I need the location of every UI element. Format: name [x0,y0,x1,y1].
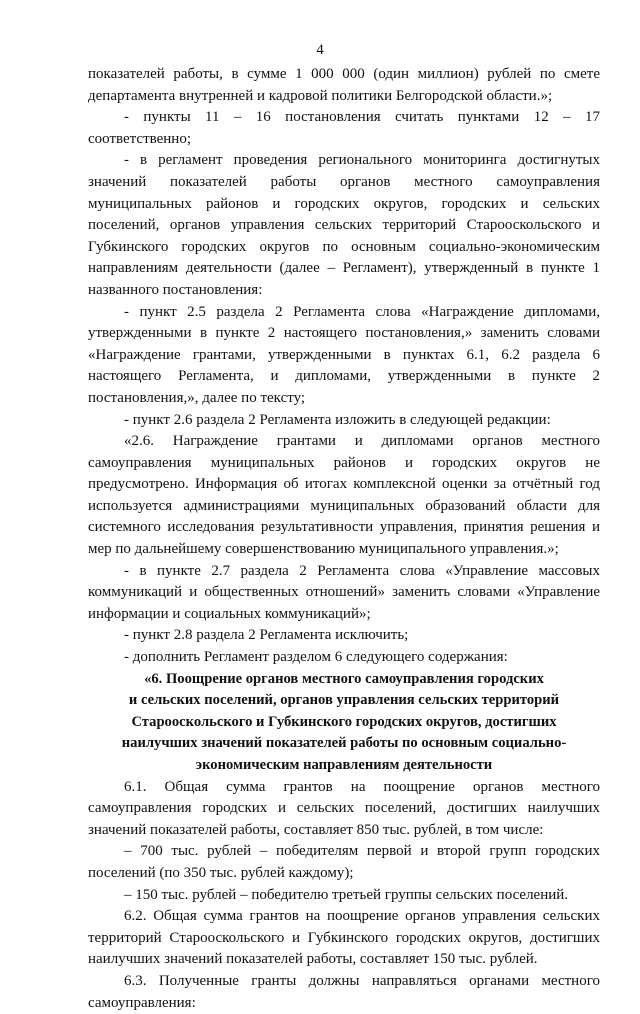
section-paragraph: 6.1. Общая сумма грантов на поощрение органов местного самоуправления городских и сельских поселений, достигших наилучших значений показателей работы, составляет 850 тыс. рублей, в том числе: [88,778,600,838]
section-heading-line: наилучших значений показателей работы по основным социально- [121,735,567,752]
paragraph: «2.6. Награждение грантами и дипломами органов местного самоуправления муниципальных районов и городских округов не предусмотрено. Информация об итогах комплексной оценки за отчётный год используется администрациями муниципальных образований области для системного исследования результативности управления, принятия решения и мер по дальнейшему совершенствованию муниципального управления.»; [88,433,600,558]
section-paragraph: 6.3. Полученные гранты должны направляться органами местного самоуправления: [88,972,600,1011]
paragraph: - пункты 11 – 16 постановления считать пунктами 12 – 17 соответственно; [88,109,600,147]
section-paragraph: – 700 тыс. рублей – победителям первой и второй групп городских поселений (по 350 тыс. рублей каждому); [88,843,600,881]
paragraph: - пункт 2.6 раздела 2 Регламента изложить в следующей редакции: [124,411,551,428]
section-paragraph: – 150 тыс. рублей – победителю третьей группы сельских поселений. [124,886,569,903]
section-heading-line: и сельских поселений, органов управления сельских территорий [128,692,560,709]
section-heading [88,669,600,777]
paragraph: - пункт 2.8 раздела 2 Регламента исключить; [124,627,409,644]
section-heading-line: экономическим направлениям деятельности [195,757,493,773]
paragraph: показателей работы, в сумме 1 000 000 (один миллион) рублей по смете департамента внутренней и кадровой политики Белгородской области.»; [88,66,600,104]
paragraph: - дополнить Регламент разделом 6 следующего содержания: [124,649,508,666]
page-number: 4 [316,42,324,58]
paragraph: - в регламент проведения регионального мониторинга достигнутых значений показателей работы органов местного самоуправления муниципальных районов и городских округов, городских и сельских поселений, органов управления сельских территорий Старооскольского и Губкинского городских округов по основным социально-экономическим направлениям деятельности (далее – Регламент), утвержденный в пункте 1 названного постановления: [88,152,600,298]
document-body [88,64,600,1014]
section-heading-line: «6. Поощрение органов местного самоуправления городских [144,670,544,687]
section-paragraph: 6.2. Общая сумма грантов на поощрение органов управления сельских территорий Старооскольского и Губкинского городских округов, достигших наилучших значений показателей работы, составляет 150 тыс. рублей. [88,908,600,968]
paragraph: - пункт 2.5 раздела 2 Регламента слова «Награждение дипломами, утвержденными в пункте 2 настоящего постановления,» заменить словами «Награждение грантами, утвержденными в пунктах 6.1, 6.2 раздела 6 настоящего Регламента, и дипломами, утвержденными в пункте 2 постановления,», далее по тексту; [88,303,600,406]
paragraph: - в пункте 2.7 раздела 2 Регламента слова «Управление массовых коммуникаций и общественных отношений» заменить словами «Управление информации и социальных коммуникаций»; [88,562,600,622]
section-heading-line: Старооскольского и Губкинского городских округов, достигших [131,713,557,730]
